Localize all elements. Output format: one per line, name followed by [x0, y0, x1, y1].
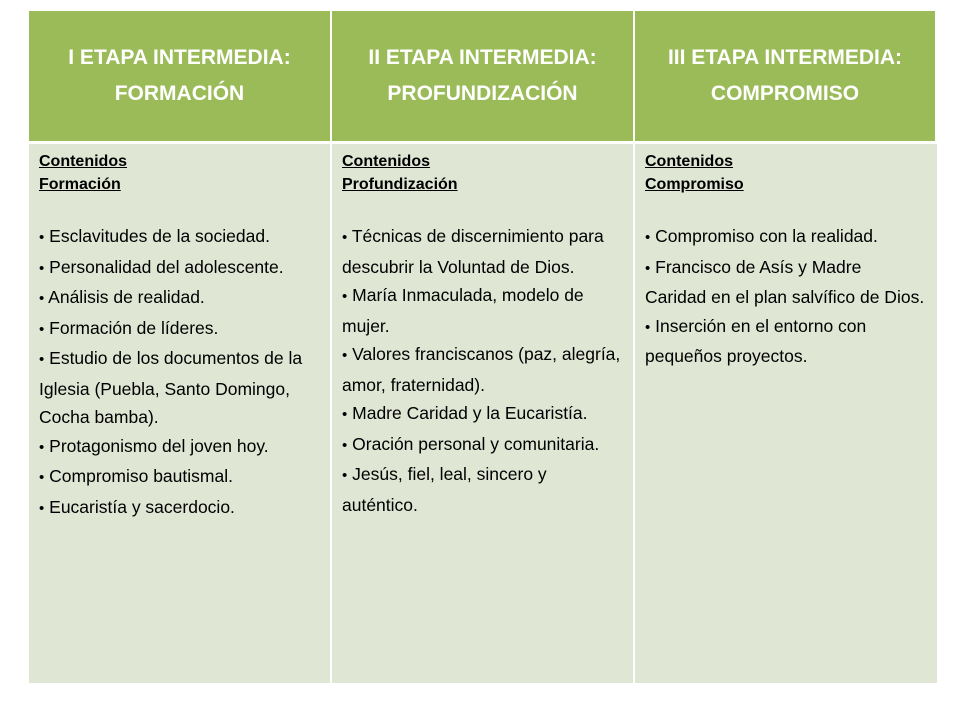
list-item: • Jesús, fiel, leal, sincero y auténtico. [342, 464, 547, 515]
list-item: • Análisis de realidad. [39, 287, 205, 307]
stage-3-content [635, 144, 937, 683]
list-item: • Formación de líderes. [39, 317, 219, 338]
list-item: • Estudio de los documentos de la Iglesia (Puebla, Santo Domingo, Cocha bamba). [39, 348, 303, 427]
stage-1-subheading-topic: Formación [39, 176, 121, 193]
list-item: • Técnicas de discernimiento para descubrir la Voluntad de Dios. [342, 226, 604, 277]
stage-3-header [635, 11, 937, 144]
stage-2-header-line2: PROFUNDIZACIÓN [387, 82, 578, 105]
stage-1-header [29, 11, 332, 144]
list-item: • Inserción en el entorno con pequeños proyectos. [645, 315, 867, 366]
list-item: • María Inmaculada, modelo de mujer. [342, 285, 584, 336]
stage-1-content [29, 144, 332, 683]
stage-3-list [645, 222, 927, 371]
list-item: • Eucaristía y sacerdocio. [39, 496, 235, 517]
stages-table [29, 11, 937, 683]
list-item: • Compromiso bautismal. [39, 466, 233, 486]
list-item: • Compromiso con la realidad. [645, 226, 878, 246]
list-item: • Personalidad del adolescente. [39, 256, 284, 277]
stage-2-list [342, 222, 623, 519]
stage-2-subheading-topic: Profundización [342, 176, 458, 193]
list-item: • Protagonismo del joven hoy. [39, 435, 269, 456]
stage-2-content [332, 144, 635, 683]
stage-1-list [39, 222, 320, 523]
stage-1-subheading-contenidos: Contenidos [39, 153, 127, 170]
stage-3-header-line1: III ETAPA INTERMEDIA: [667, 46, 903, 69]
stage-1-header-line1: I ETAPA INTERMEDIA: [68, 46, 291, 69]
list-item: • Oración personal y comunitaria. [342, 433, 600, 454]
stage-3-header-line2: COMPROMISO [710, 82, 860, 105]
stage-3-subheading-topic: Compromiso [645, 176, 744, 193]
stage-2-header [332, 11, 635, 144]
list-item: • Francisco de Asís y Madre Caridad en el plan salvífico de Dios. [645, 256, 925, 307]
stage-2-subheading-contenidos: Contenidos [342, 153, 430, 170]
stage-3-subheading-contenidos: Contenidos [645, 153, 733, 170]
list-item: • Valores franciscanos (paz, alegría, amor, fraternidad). [342, 344, 621, 395]
stage-2-header-line1: II ETAPA INTERMEDIA: [368, 46, 597, 69]
list-item: • Esclavitudes de la sociedad. [39, 226, 270, 246]
stage-1-header-line2: FORMACIÓN [114, 82, 245, 105]
list-item: • Madre Caridad y la Eucaristía. [342, 403, 588, 423]
